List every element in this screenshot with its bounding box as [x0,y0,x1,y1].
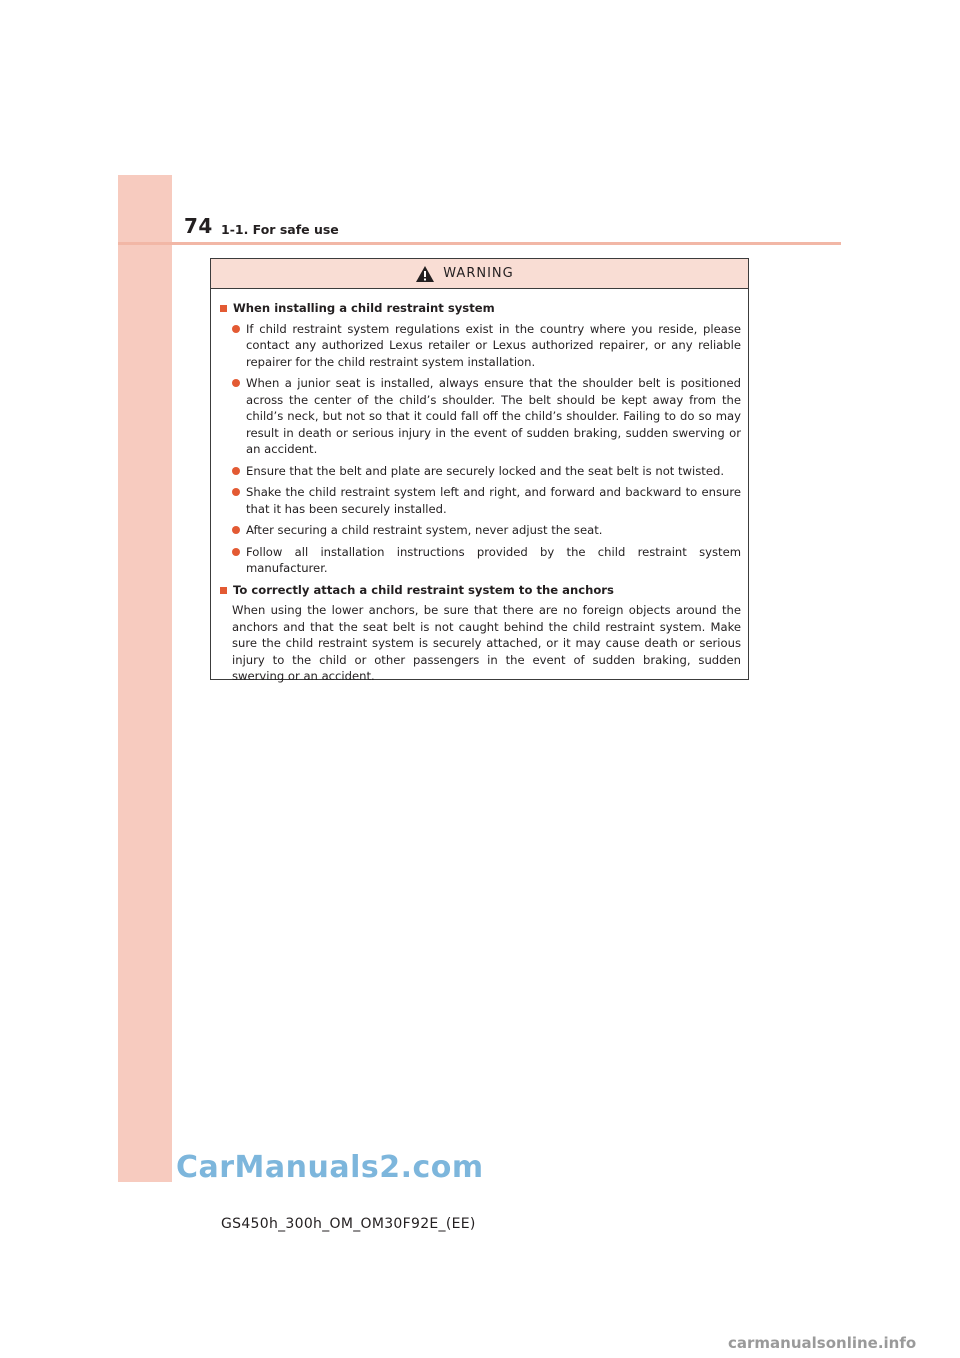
section-paragraph: When using the lower anchors, be sure that there are no foreign objects around the anchors and that the seat belt is not caught behind the child restraint system. Make sure the child restraint system is securely attached, or it may cause death or serious injury to the child or other passengers in the event of sudden braking, sudden swerving or an accident. [232,603,741,683]
warning-box [210,258,749,683]
side-tab-band [118,175,172,1182]
list-item-text: Shake the child restraint system left and right, and forward and backward to ensure that it has been securely installed. [246,485,741,516]
square-bullet-icon [220,587,227,594]
list-item-text: If child restraint system regulations exist in the country where you reside, please contact any authorized Lexus retailer or Lexus authorized repairer, or any reliable repairer for the child restraint system installation. [246,321,741,369]
section-heading-text: To correctly attach a child restraint system to the anchors [233,582,614,597]
list-item [219,484,741,517]
warning-header [211,259,748,289]
list-item [219,463,741,480]
document-code: GS450h_300h_OM_OM30F92E_(EE) [221,1216,476,1232]
list-item [219,321,741,371]
list-item [219,522,741,539]
list-item-text: Ensure that the belt and plate are securely locked and the seat belt is not twisted. [246,463,725,478]
list-item-text: After securing a child restraint system, never adjust the seat. [246,523,603,537]
list-item [219,544,741,577]
watermark-corner: carmanualsonline.info [728,1334,917,1352]
section-heading-text: When installing a child restraint system [233,301,495,315]
round-bullet-icon [232,325,240,333]
list-item-text: When a junior seat is installed, always ensure that the shoulder belt is positioned across the center of the child’s shoulder. The belt should be kept away from the child’s neck, but not so that it could fall off the child’s shoulder. Failing to do so may result in death or serious injury in the event of sudden braking, sudden swerving or an accident. [246,376,741,456]
warning-body [211,289,748,685]
header-divider [118,242,841,245]
watermark-logo: CarManuals2.com [176,1150,484,1185]
square-bullet-icon [220,305,227,312]
list-item [219,375,741,458]
page-number: 74 [184,214,213,238]
warning-triangle-icon [415,265,435,283]
warning-title: WARNING [443,266,514,281]
round-bullet-icon [232,548,240,556]
round-bullet-icon [232,467,240,475]
round-bullet-icon [232,379,240,387]
section-heading [219,300,741,317]
round-bullet-icon [232,488,240,496]
section-title: 1-1. For safe use [221,222,339,237]
section-heading [219,582,741,599]
round-bullet-icon [232,526,240,534]
list-item-text: Follow all installation instructions provided by the child restraint system manufacturer. [246,544,741,575]
